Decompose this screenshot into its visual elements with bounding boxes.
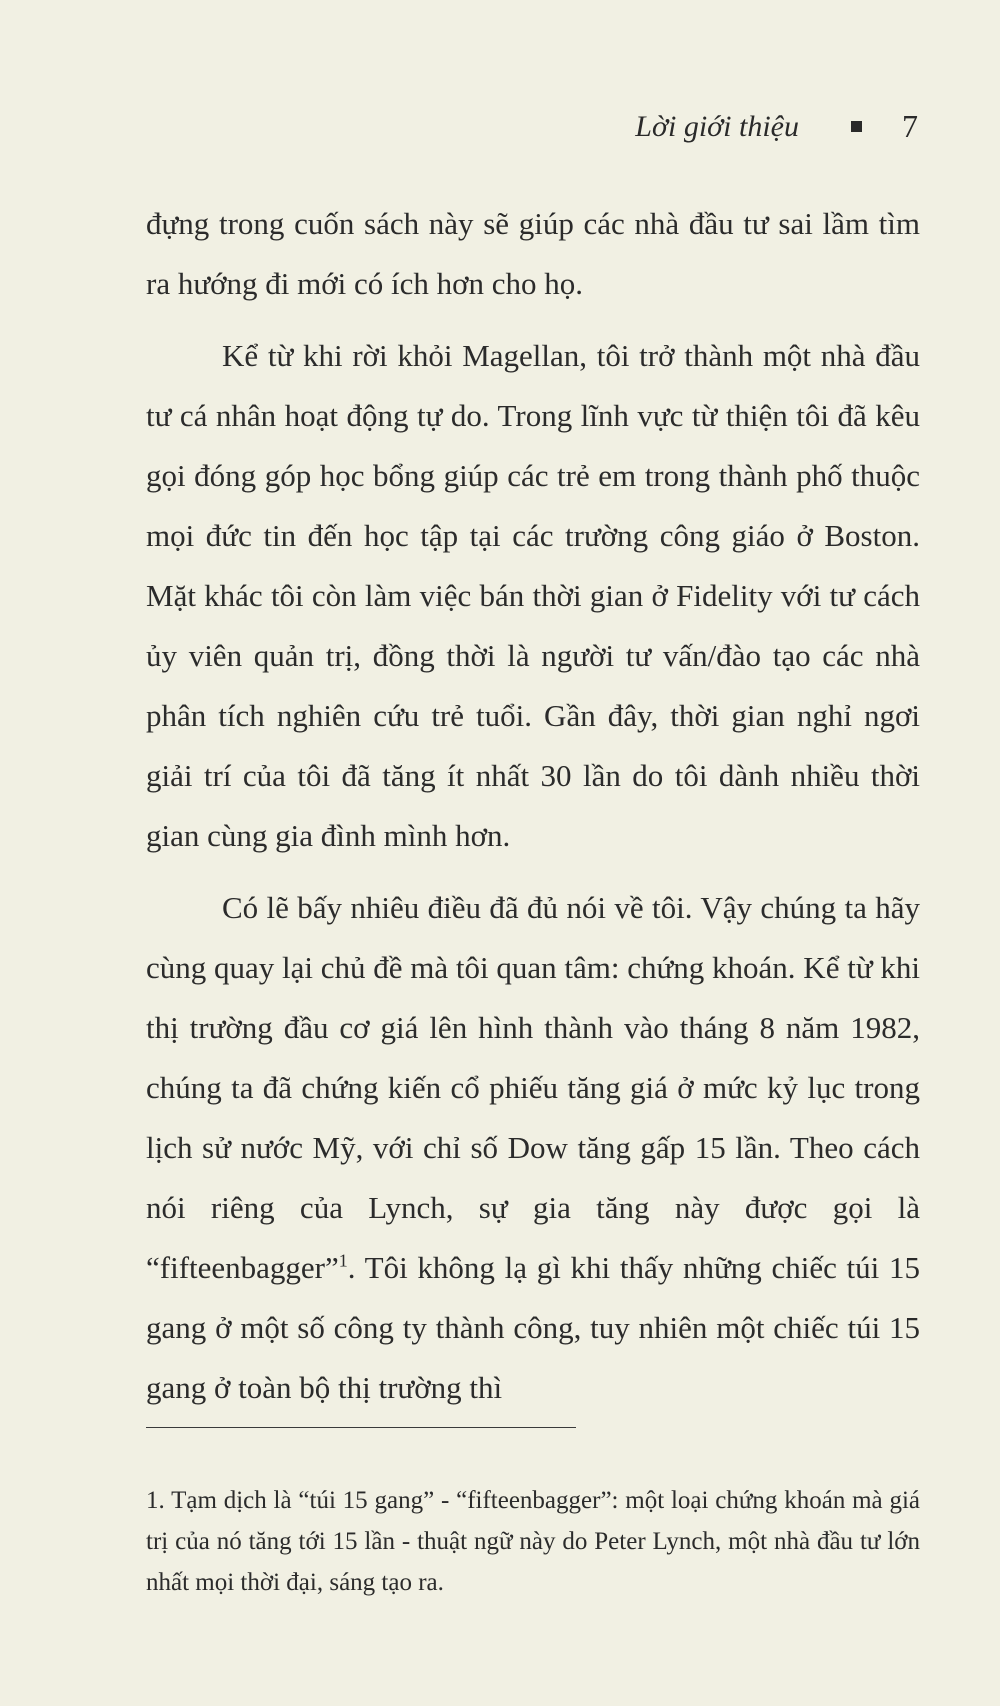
square-bullet-icon <box>851 121 862 132</box>
body-text <box>146 194 920 1430</box>
paragraph-3-text-before: Có lẽ bấy nhiêu điều đã đủ nói về tôi. Vậy chúng ta hãy cùng quay lại chủ đề mà tôi quan tâm: chứng khoán. Kể từ khi thị trường đầu cơ giá lên hình thành vào tháng 8 năm 1982, chúng ta đã chứng kiến cổ phiếu tăng giá ở mức kỷ lục trong lịch sử nước Mỹ, với chỉ số Dow tăng gấp 15 lần. Theo cách nói riêng của Lynch, sự gia tăng này được gọi là “fifteenbagger” <box>146 890 920 1285</box>
paragraph-3 <box>146 878 920 1418</box>
footnote-reference[interactable]: 1 <box>338 1250 348 1271</box>
running-head <box>635 108 918 145</box>
page-number: 7 <box>902 108 918 144</box>
paragraph-2: Kể từ khi rời khỏi Magellan, tôi trở thành một nhà đầu tư cá nhân hoạt động tự do. Trong lĩnh vực từ thiện tôi đã kêu gọi đóng góp học bổng giúp các trẻ em trong thành phố thuộc mọi đức tin đến học tập tại các trường công giáo ở Boston. Mặt khác tôi còn làm việc bán thời gian ở Fidelity với tư cách ủy viên quản trị, đồng thời là người tư vấn/đào tạo các nhà phân tích nghiên cứu trẻ tuổi. Gần đây, thời gian nghỉ ngơi giải trí của tôi đã tăng ít nhất 30 lần do tôi dành nhiều thời gian cùng gia đình mình hơn. <box>146 338 920 853</box>
paragraph-1: đựng trong cuốn sách này sẽ giúp các nhà đầu tư sai lầm tìm ra hướng đi mới có ích hơn cho họ. <box>146 206 920 301</box>
paragraph-3-text-after: . Tôi không lạ gì khi thấy những chiếc túi 15 gang ở một số công ty thành công, tuy nhiên một chiếc túi 15 gang ở toàn bộ thị trường thì <box>146 1250 920 1405</box>
footnote-divider <box>146 1427 576 1428</box>
section-title: Lời giới thiệu <box>635 109 799 143</box>
footnote: 1. Tạm dịch là “túi 15 gang” - “fifteenbagger”: một loại chứng khoán mà giá trị của nó tăng tới 15 lần - thuật ngữ này do Peter Lynch, một nhà đầu tư lớn nhất mọi thời đại, sáng tạo ra. <box>146 1487 920 1596</box>
